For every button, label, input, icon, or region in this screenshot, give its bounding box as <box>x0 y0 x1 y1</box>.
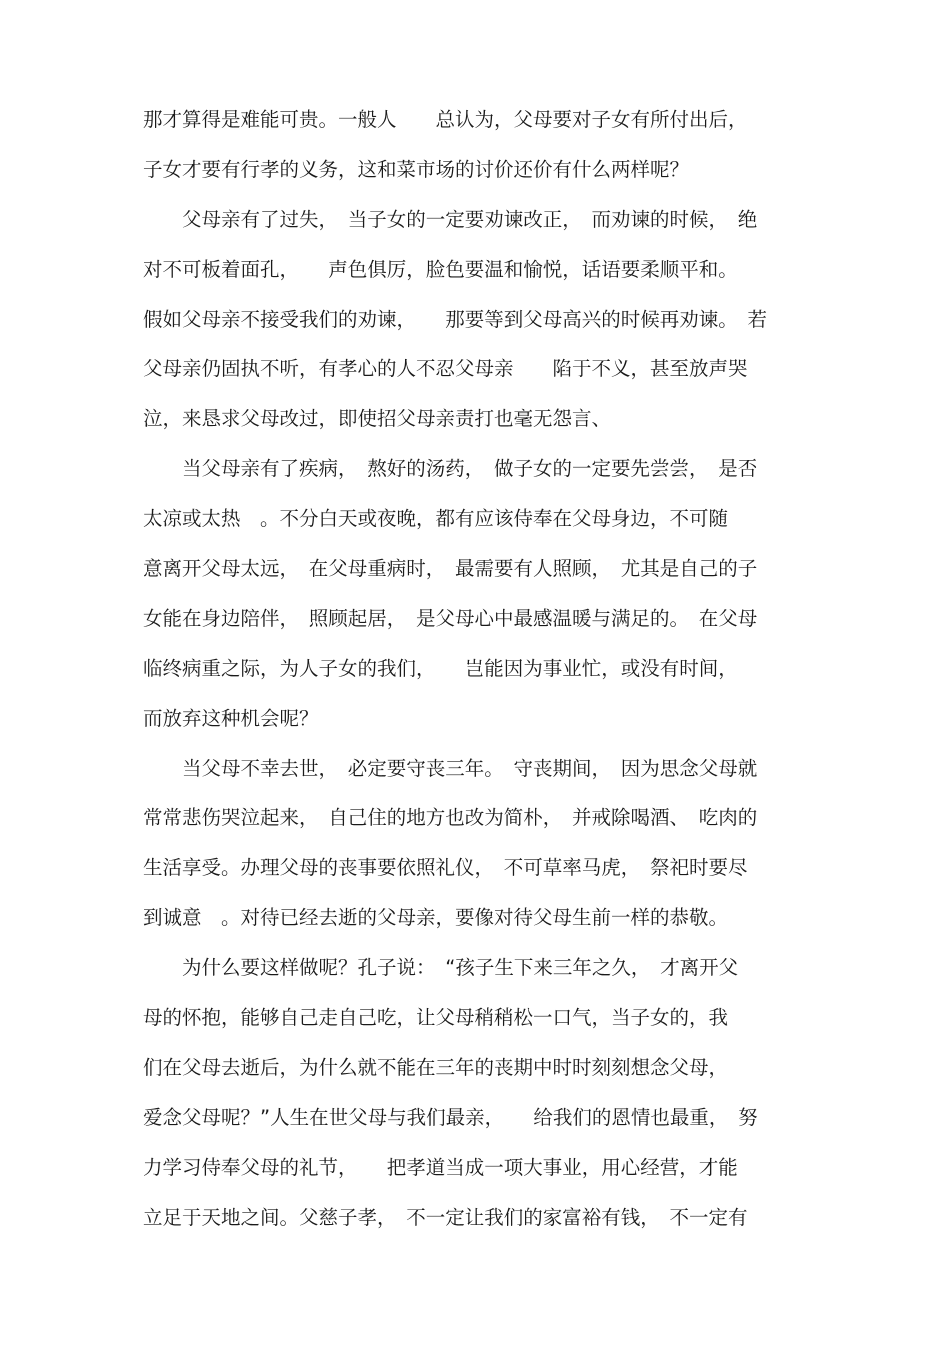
text-line: 母的怀抱，能够自己走自己吃，让父母稍稍松一口气，当子女的，我 <box>143 1006 729 1030</box>
document-body-text <box>143 95 823 1242</box>
text-line: 生活享受。办理父母的丧事要依照礼仪， 不可草率马虎， 祭祀时要尽 <box>143 856 748 880</box>
text-line: 为什么要这样做呢？孔子说： “孩子生下来三年之久， 才离开父 <box>143 956 739 980</box>
text-line: 父母亲有了过失， 当子女的一定要劝谏改正， 而劝谏的时候， 绝 <box>143 207 758 231</box>
text-line: 们在父母去逝后，为什么就不能在三年的丧期中时时刻刻想念父母， <box>143 1055 729 1079</box>
text-line: 常常悲伤哭泣起来， 自己住的地方也改为简朴， 并戒除喝酒、 吃肉的 <box>143 806 758 830</box>
text-line: 而放弃这种机会呢？ <box>143 706 319 730</box>
text-line: 对不可板着面孔， 声色俱厉，脸色要温和愉悦，话语要柔顺平和。 <box>143 257 738 281</box>
text-line: 当父母亲有了疾病， 熬好的汤药， 做子女的一定要先尝尝， 是否 <box>143 457 758 481</box>
text-line: 泣，来恳求父母改过，即使招父母亲责打也毫无怨言、 <box>143 407 612 431</box>
text-line: 意离开父母太远， 在父母重病时， 最需要有人照顾， 尤其是自己的子 <box>143 557 758 581</box>
text-line: 爱念父母呢？”人生在世父母与我们最亲， 给我们的恩情也最重， 努 <box>143 1105 758 1129</box>
text-line: 父母亲仍固执不听，有孝心的人不忍父母亲 陷于不义，甚至放声哭 <box>143 357 748 381</box>
text-line: 立足于天地之间。父慈子孝， 不一定让我们的家富裕有钱， 不一定有 <box>143 1205 748 1229</box>
text-line: 临终病重之际，为人子女的我们， 岂能因为事业忙，或没有时间， <box>143 656 738 680</box>
text-line: 女能在身边陪伴， 照顾起居， 是父母心中最感温暖与满足的。 在父母 <box>143 606 758 630</box>
text-line: 太凉或太热 。不分白天或夜晚，都有应该侍奉在父母身边，不可随 <box>143 507 729 531</box>
text-line: 子女才要有行孝的义务，这和菜市场的讨价还价有什么两样呢？ <box>143 157 690 181</box>
text-line: 那才算得是难能可贵。一般人 总认为，父母要对子女有所付出后， <box>143 108 748 131</box>
text-line: 力学习侍奉父母的礼节， 把孝道当成一项大事业，用心经营，才能 <box>143 1155 738 1179</box>
text-line: 当父母不幸去世， 必定要守丧三年。 守丧期间， 因为思念父母就 <box>143 756 758 780</box>
text-line: 假如父母亲不接受我们的劝谏， 那要等到父母高兴的时候再劝谏。 若 <box>143 307 768 331</box>
text-line: 到诚意 。对待已经去逝的父母亲，要像对待父母生前一样的恭敬。 <box>143 906 729 930</box>
